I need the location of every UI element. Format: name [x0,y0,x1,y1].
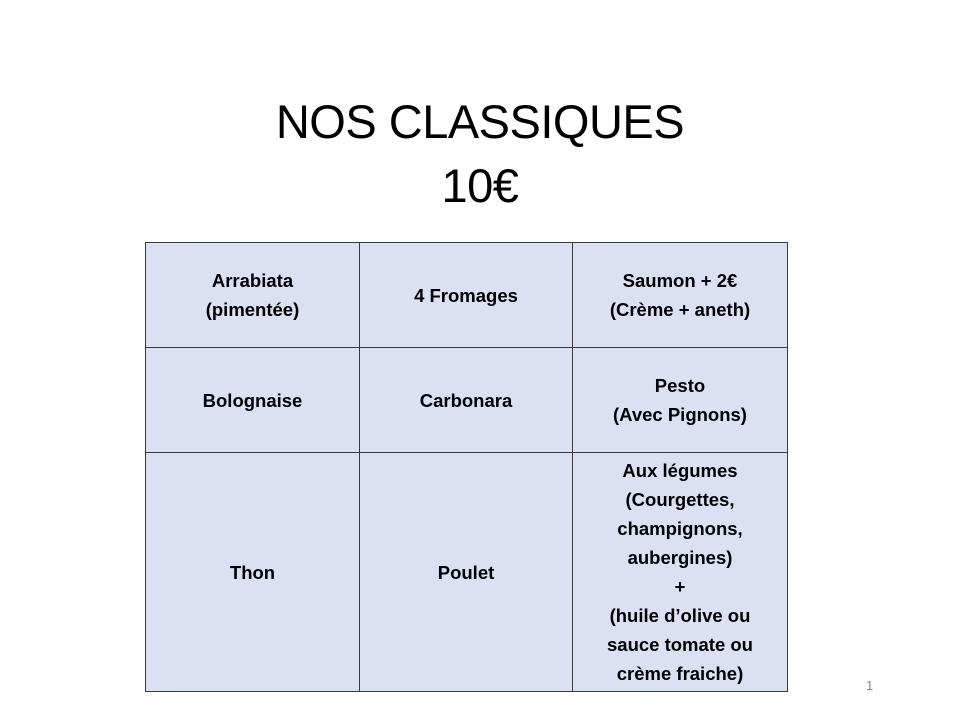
table-cell [146,453,360,692]
slide-title-price: 10€ [441,159,519,212]
dish-arrabiata: Arrabiata (pimentée) [205,270,300,320]
table-cell [573,348,788,453]
table-cell [146,348,360,453]
dish-thon: Thon [229,561,276,583]
table-cell [360,348,573,453]
dish-saumon: Saumon + 2€ (Crème + aneth) [609,270,751,320]
table-row [146,243,788,348]
dish-4-fromages: 4 Fromages [414,284,518,306]
table-row [146,453,788,692]
dish-carbonara: Carbonara [419,389,513,411]
menu-table [145,242,788,692]
table-row [146,348,788,453]
slide-title-line-1: NOS CLASSIQUES [275,95,685,148]
table-cell [360,243,573,348]
dish-aux-legumes: Aux légumes (Courgettes, champignons, aubergines) + (huile d’olive ou sauce tomate ou crème fraiche) [607,460,753,684]
table-cell [360,453,573,692]
dish-pesto: Pesto (Avec Pignons) [613,375,747,425]
table-cell [573,453,788,692]
dish-bolognaise: Bolognaise [202,389,303,411]
slide-number: 1 [866,678,874,693]
table-cell [573,243,788,348]
dish-poulet: Poulet [437,561,495,583]
slide-title [0,90,960,218]
table-cell [146,243,360,348]
